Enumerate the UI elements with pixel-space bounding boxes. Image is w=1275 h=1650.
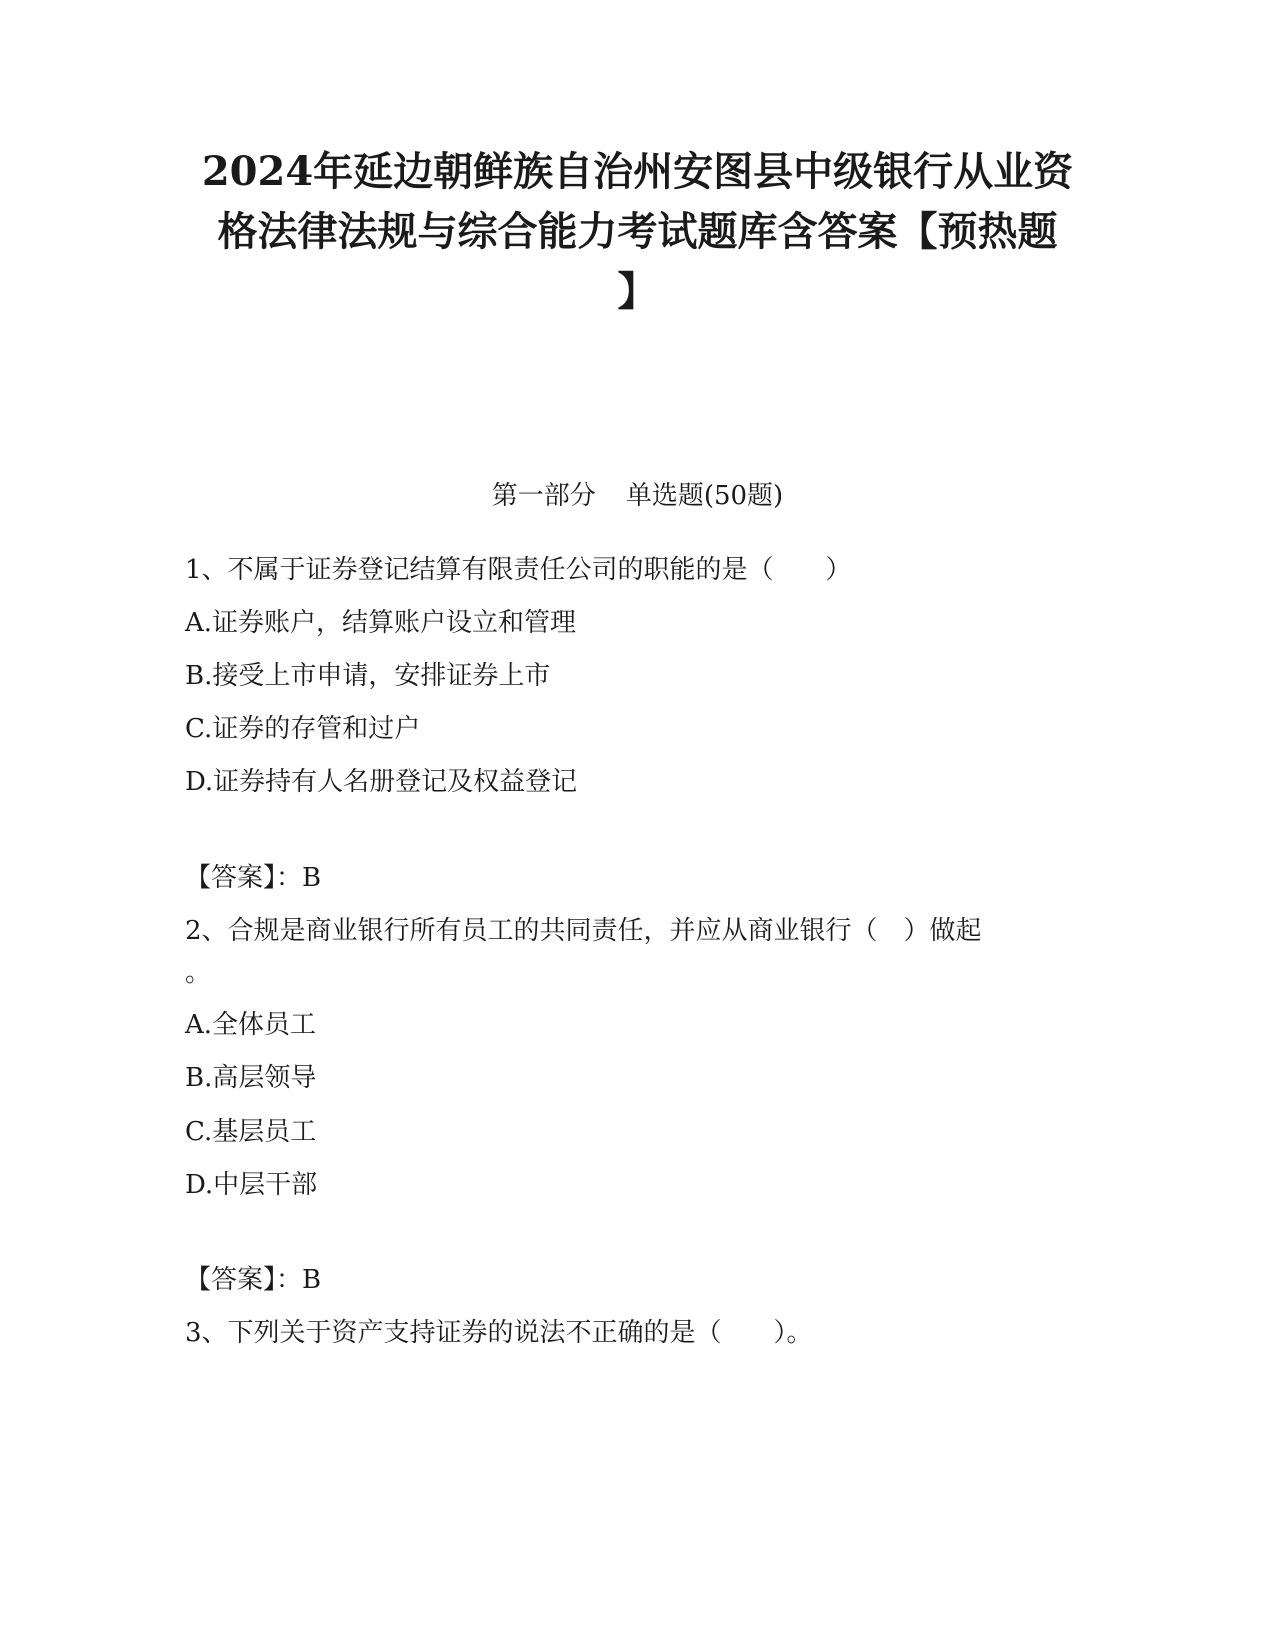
question-1-stem: 1、不属于证券登记结算有限责任公司的职能的是（ ）	[185, 555, 852, 585]
question-1-option-a: A.证券账户，结算账户设立和管理	[185, 608, 577, 638]
question-2-option-c: C.基层员工	[185, 1117, 317, 1147]
question-2-option-d: D.中层干部	[185, 1170, 318, 1200]
question-2-option-b: B.高层领导	[185, 1063, 317, 1093]
question-2-option-a: A.全体员工	[185, 1010, 317, 1040]
document-title	[180, 142, 1095, 322]
title-line-3: 】	[617, 268, 658, 315]
section-heading	[0, 478, 1275, 514]
question-2-answer: 【答案】：B	[185, 1265, 322, 1295]
section-name-label: 单选题(50题)	[625, 481, 784, 511]
title-line-2: 格法律法规与综合能力考试题库含答案【预热题	[217, 208, 1058, 255]
question-2-stem-continued: 。	[185, 958, 212, 988]
question-1-option-b: B.接受上市申请，安排证券上市	[185, 661, 551, 691]
question-1-answer: 【答案】：B	[185, 863, 322, 893]
question-1-option-d: D.证券持有人名册登记及权益登记	[185, 767, 578, 797]
question-3-stem: 3、下列关于资产支持证券的说法不正确的是（ ）。	[185, 1318, 813, 1348]
question-1-option-c: C.证券的存管和过户	[185, 714, 421, 744]
title-line-1: 2024年延边朝鲜族自治州安图县中级银行从业资	[201, 148, 1074, 195]
question-2-stem: 2、合规是商业银行所有员工的共同责任，并应从商业银行（ ）做起	[185, 916, 982, 946]
section-part-label: 第一部分	[491, 481, 596, 511]
